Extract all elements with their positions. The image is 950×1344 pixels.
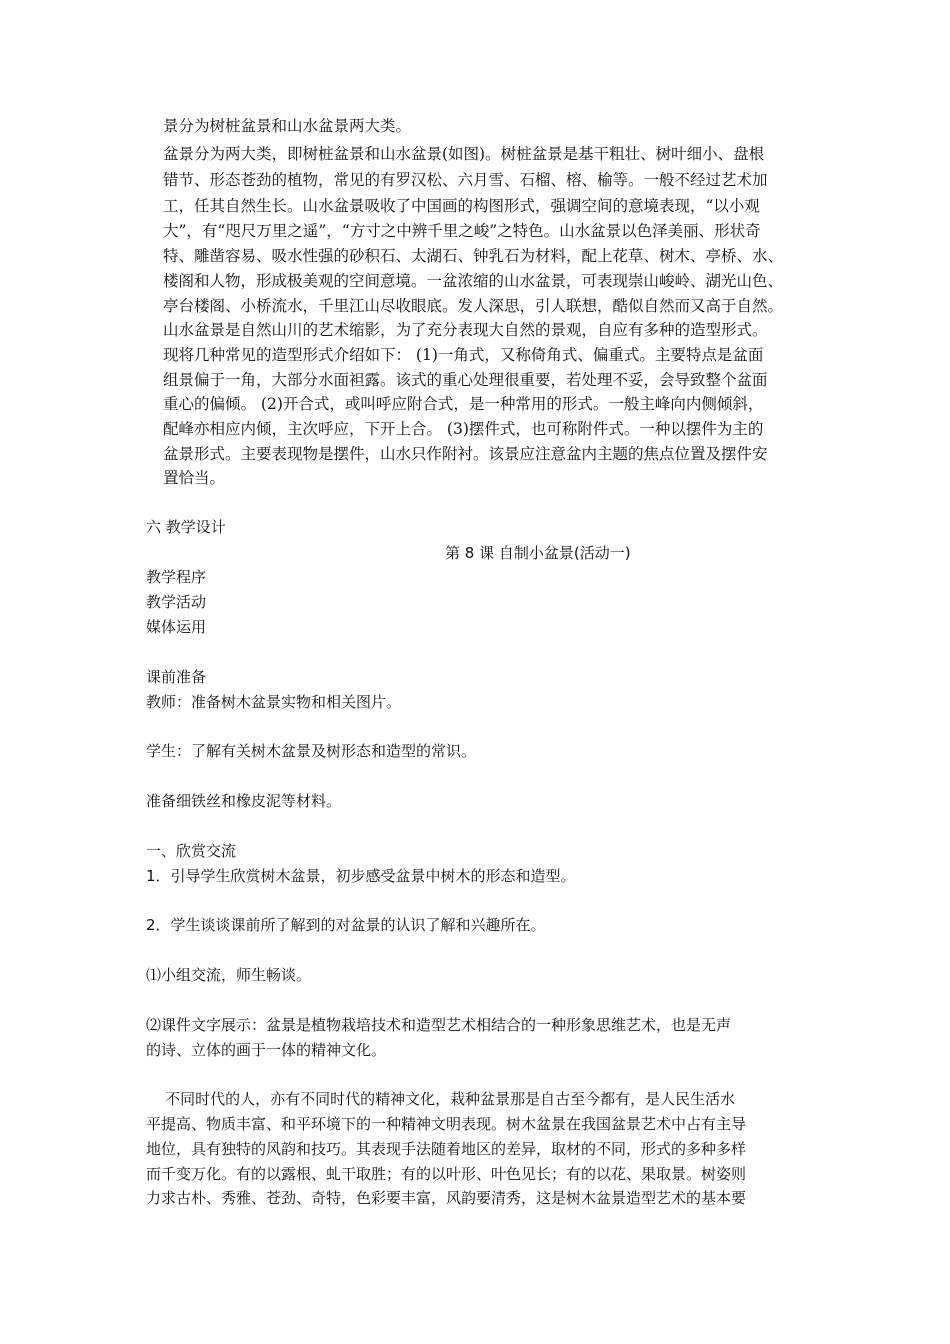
text-line: 不同时代的人，亦有不同时代的精神文化，栽种盆景那是自古至今都有，是人民生活水 <box>146 1090 736 1108</box>
text-line: 地位，具有独特的风韵和技巧。其表现手法随着地区的差异，取材的不同，形式的多种多样 <box>146 1140 747 1158</box>
text-line: 大”，有“咫尺万里之遥”，“方寸之中辨千里之峻”之特色。山水盆景以色泽美丽、形状奇 <box>163 222 761 240</box>
prep-student: 学生：了解有关树木盆景及树形态和造型的常识。 <box>146 742 477 760</box>
text-line: 景分为树桩盆景和山水盆景两大类。 <box>163 117 412 135</box>
text-line: 工，任其自然生长。山水盆景吸收了中国画的构图形式，强调空间的意境表现，“以小观 <box>163 197 760 215</box>
section-heading: 六 教学设计 <box>146 518 226 536</box>
part1-substep: ⑴小组交流，师生畅谈。 <box>146 966 312 984</box>
part1-substep: ⑵课件文字展示：盆景是植物栽培技术和造型艺术相结合的一种形象思维艺术，也是无声 <box>146 1016 732 1034</box>
text-line: 楼阁和人物，形成极美观的空间意境。一盆浓缩的山水盆景，可表现崇山峻岭、湖光山色、 <box>163 272 784 290</box>
text-line: 亭台楼阁、小桥流水，千里江山尽收眼底。发人深思，引人联想，酷似自然而又高于自然。 <box>163 297 784 315</box>
text-line: 而千变万化。有的以露根、虬干取胜；有的以叶形、叶色见长；有的以花、果取景。树姿则 <box>146 1165 747 1183</box>
part1-substep: 的诗、立体的画于一体的精神文化。 <box>146 1041 387 1059</box>
part1-step: 2．学生谈谈课前所了解到的对盆景的认识了解和兴趣所在。 <box>146 916 546 934</box>
text-line: 组景偏于一角，大部分水面袒露。该式的重心处理很重要，若处理不妥，会导致整个盆面 <box>163 371 768 389</box>
procedure-item: 媒体运用 <box>146 618 207 636</box>
text-line: 平提高、物质丰富、和平环境下的一种精神文明表现。树木盆景在我国盆景艺术中占有主导 <box>146 1115 747 1133</box>
prep-materials: 准备细铁丝和橡皮泥等材料。 <box>146 792 342 810</box>
text-line: 置恰当。 <box>163 469 226 487</box>
text-line: 盆景形式。主要表现物是摆件，山水只作附衬。该景应注意盆内主题的焦点位置及摆件安 <box>163 445 768 463</box>
part1-step: 1．引导学生欣赏树木盆景，初步感受盆景中树木的形态和造型。 <box>146 867 576 885</box>
prep-teacher: 教师：准备树木盆景实物和相关图片。 <box>146 693 402 711</box>
text-line: 配峰亦相应内倾，主次呼应，下开上合。 (3)摆件式，也可称附件式。一种以摆件为主的 <box>163 420 764 438</box>
text-line: 特、雕凿容易、吸水性强的砂积石、太湖石、钟乳石为材料，配上花草、树木、亭桥、水、 <box>163 247 784 265</box>
procedure-item: 教学活动 <box>146 593 207 611</box>
text-line: 现将几种常见的造型形式介绍如下： (1)一角式，又称倚角式、偏重式。主要特点是盆面 <box>163 346 764 364</box>
text-line: 山水盆景是自然山川的艺术缩影，为了充分表现大自然的景观，自应有多种的造型形式。 <box>163 321 768 339</box>
text-line: 盆景分为两大类，即树桩盆景和山水盆景(如图)。树桩盆景是基干粗壮、树叶细小、盘根 <box>163 145 765 163</box>
text-line: 重心的偏倾。 (2)开合式，或叫呼应附合式，是一种常用的形式。一般主峰向内侧倾斜， <box>163 395 764 413</box>
text-line: 力求古朴、秀雅、苍劲、奇特，色彩要丰富，风韵要清秀，这是树木盆景造型艺术的基本要 <box>146 1189 747 1207</box>
procedure-heading: 教学程序 <box>146 568 207 586</box>
prep-heading: 课前准备 <box>146 668 207 686</box>
text-line: 错节、形态苍劲的植物，常见的有罗汉松、六月雪、石榴、榕、榆等。一般不经过艺术加 <box>163 171 768 189</box>
part1-heading: 一、欣赏交流 <box>146 842 237 860</box>
lesson-title: 第 8 课 自制小盆景(活动一) <box>445 544 631 562</box>
